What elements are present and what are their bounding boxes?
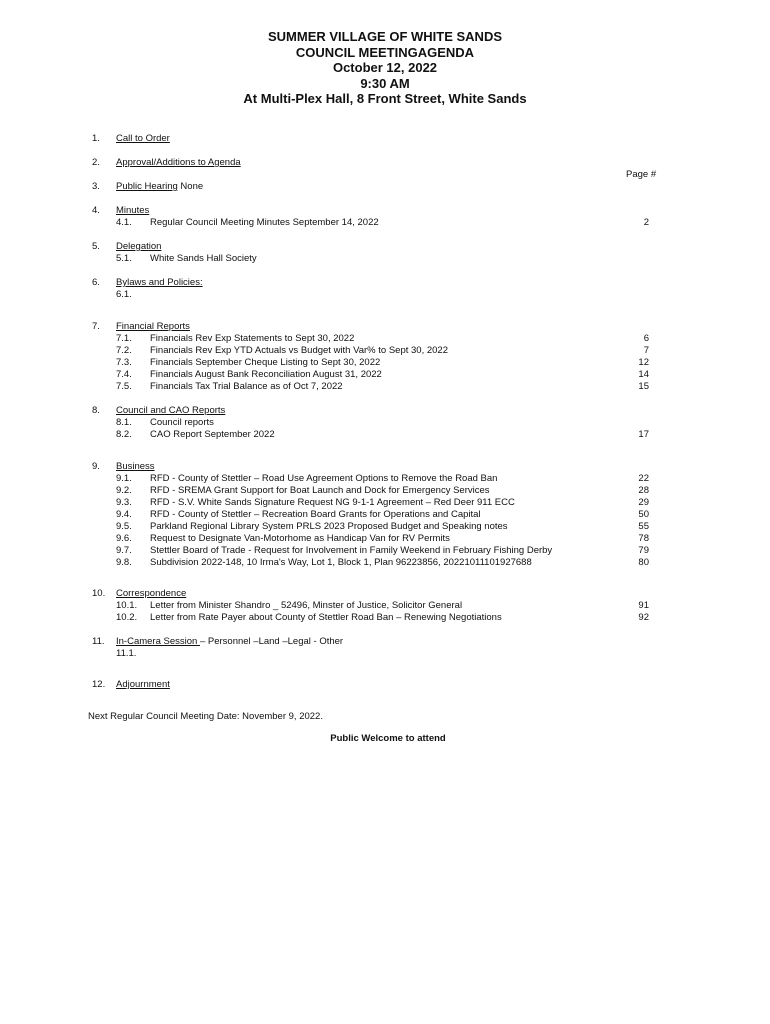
sub-item-page: 78: [638, 533, 649, 544]
item-number: 3.: [92, 181, 100, 192]
item-title: Business: [116, 461, 155, 472]
sub-item-text: Financials September Cheque Listing to Sept 30, 2022: [150, 357, 381, 368]
sub-item-number: 8.1.: [116, 417, 132, 428]
sub-item-text: Council reports: [150, 417, 214, 428]
header-time: 9:30 AM: [360, 75, 410, 91]
sub-item-number: 10.1.: [116, 600, 138, 611]
item-title: Public Hearing: [116, 181, 178, 192]
sub-item-text: Parkland Regional Library System PRLS 2023 Proposed Budget and Speaking notes: [150, 521, 508, 532]
sub-item-page: 14: [638, 369, 649, 380]
item-number: 12.: [92, 679, 106, 690]
sub-item-page: 17: [638, 429, 649, 440]
item-number: 2.: [92, 157, 100, 168]
sub-item-text: White Sands Hall Society: [150, 253, 257, 264]
item-title: Bylaws and Policies:: [116, 277, 203, 288]
sub-item-text: RFD - SREMA Grant Support for Boat Launch and Dock for Emergency Services: [150, 485, 490, 496]
sub-item-number: 8.2.: [116, 429, 132, 440]
item-title: Minutes: [116, 205, 150, 216]
item-number: 5.: [92, 241, 100, 252]
sub-item-number: 9.3.: [116, 497, 132, 508]
sub-item-number: 7.2.: [116, 345, 132, 356]
sub-item-page: 92: [638, 612, 649, 623]
sub-item-page: 91: [638, 600, 649, 611]
sub-item-text: RFD - S.V. White Sands Signature Request NG 9-1-1 Agreement – Red Deer 911 ECC: [150, 497, 515, 508]
header-date: October 12, 2022: [332, 60, 438, 75]
sub-item-text: Financials Rev Exp YTD Actuals vs Budget with Var% to Sept 30, 2022: [150, 345, 448, 356]
item-title-line: [116, 636, 343, 647]
sub-item-number: 9.2.: [116, 485, 132, 496]
item-suffix: – Personnel –Land –Legal - Other: [199, 636, 344, 647]
sub-item-page: 6: [643, 333, 649, 344]
sub-item-text: RFD - County of Stettler – Recreation Board Grants for Operations and Capital: [150, 509, 481, 520]
sub-item-number: 5.1.: [116, 253, 132, 264]
item-title: Delegation: [116, 241, 162, 252]
sub-item-text: Financials Rev Exp Statements to Sept 30, 2022: [150, 333, 355, 344]
sub-item-number: 7.5.: [116, 381, 132, 392]
sub-item-number: 9.4.: [116, 509, 132, 520]
sub-item-number: 7.1.: [116, 333, 132, 344]
item-number: 7.: [92, 321, 100, 332]
item-number: 9.: [92, 461, 100, 472]
sub-item-page: 80: [638, 557, 649, 568]
sub-item-page: 28: [638, 485, 649, 496]
sub-item-text: Financials August Bank Reconciliation August 31, 2022: [150, 369, 382, 380]
item-title: In-Camera Session: [116, 636, 200, 647]
sub-item-page: 55: [638, 521, 649, 532]
sub-item-number: 4.1.: [116, 217, 132, 228]
item-title: Adjournment: [116, 679, 170, 690]
sub-item-text: Letter from Minister Shandro _ 52496, Minster of Justice, Solicitor General: [150, 600, 463, 611]
item-number: 6.: [92, 277, 100, 288]
sub-item-number: 10.2.: [116, 612, 138, 623]
sub-item-number: 7.3.: [116, 357, 132, 368]
agenda-header: [0, 29, 770, 107]
item-number: 10.: [92, 588, 106, 599]
sub-item-text: CAO Report September 2022: [150, 429, 275, 440]
sub-item-page: 22: [638, 473, 649, 484]
header-village: SUMMER VILLAGE OF WHITE SANDS: [268, 29, 502, 44]
sub-item-text: RFD - County of Stettler – Road Use Agreement Options to Remove the Road Ban: [150, 473, 498, 484]
public-welcome: Public Welcome to attend: [330, 733, 446, 744]
item-number: 11.: [92, 636, 105, 647]
sub-item-text: Subdivision 2022-148, 10 Irma's Way, Lot 1, Block 1, Plan 96223856, 20221011101927688: [150, 557, 532, 568]
sub-item-page: 15: [638, 381, 649, 392]
item-title: Approval/Additions to Agenda: [116, 157, 241, 168]
item-number: 4.: [92, 205, 100, 216]
sub-item-number: 9.8.: [116, 557, 132, 568]
item-number: 8.: [92, 405, 100, 416]
next-meeting-date: Next Regular Council Meeting Date: November 9, 2022.: [88, 711, 323, 722]
sub-item-number: 9.6.: [116, 533, 132, 544]
item-suffix: None: [177, 181, 204, 192]
sub-item-text: Stettler Board of Trade - Request for Involvement in Family Weekend in February Fishing Derby: [150, 545, 553, 556]
sub-item-text: Financials Tax Trial Balance as of Oct 7, 2022: [150, 381, 343, 392]
sub-item-page: 79: [638, 545, 649, 556]
header-meeting: COUNCIL MEETINGAGENDA: [295, 44, 475, 60]
sub-item-page: 2: [643, 217, 649, 228]
sub-item-number: 11.1.: [116, 648, 137, 659]
sub-item-text: Letter from Rate Payer about County of Stettler Road Ban – Renewing Negotiations: [150, 612, 502, 623]
item-title-line: [116, 181, 203, 192]
item-title: Financial Reports: [116, 321, 190, 332]
item-title: Council and CAO Reports: [116, 405, 226, 416]
sub-item-text: Regular Council Meeting Minutes September 14, 2022: [150, 217, 379, 228]
sub-item-page: 12: [638, 357, 649, 368]
header-location: At Multi-Plex Hall, 8 Front Street, White Sands: [243, 91, 527, 106]
sub-item-number: 6.1.: [116, 289, 132, 300]
sub-item-text: Request to Designate Van-Motorhome as Handicap Van for RV Permits: [150, 533, 450, 544]
item-title: Correspondence: [116, 588, 187, 599]
sub-item-number: 9.1.: [116, 473, 132, 484]
sub-item-page: 50: [638, 509, 649, 520]
sub-item-page: 29: [638, 497, 649, 508]
sub-item-number: 7.4.: [116, 369, 132, 380]
sub-item-page: 7: [643, 345, 649, 356]
item-title: Call to Order: [116, 133, 170, 144]
page-number-label: Page #: [626, 169, 657, 180]
sub-item-number: 9.5.: [116, 521, 132, 532]
item-number: 1.: [92, 133, 100, 144]
sub-item-number: 9.7.: [116, 545, 132, 556]
